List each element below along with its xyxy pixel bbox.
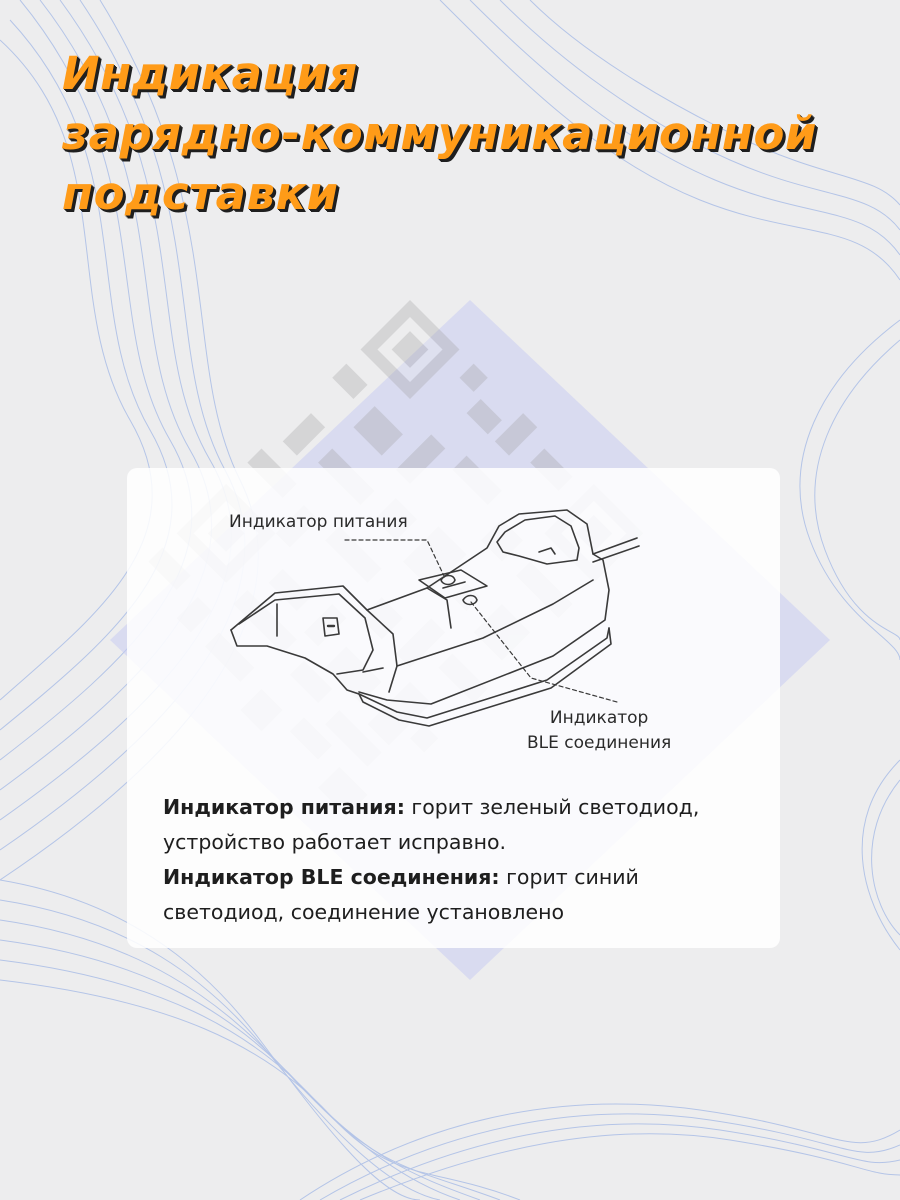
- callout-ble-indicator: [527, 706, 671, 756]
- callout-ble-line-1: Индикатор: [549, 708, 649, 728]
- headline-line-3: подставки: [62, 167, 339, 220]
- power-description: [163, 790, 763, 860]
- page-headline: [62, 44, 882, 224]
- ble-text: горит синий светодиод, соединение установлено: [163, 865, 639, 924]
- power-label: Индикатор питания:: [163, 795, 405, 819]
- headline-line-1: Индикация: [62, 47, 358, 100]
- ble-label: Индикатор BLE соединения:: [163, 865, 500, 889]
- ble-description: [163, 860, 763, 930]
- callout-power-indicator: Индикатор питания: [229, 512, 408, 532]
- callout-ble-line-2: BLE соединения: [527, 733, 672, 753]
- info-card: [127, 468, 780, 948]
- headline-line-2: зарядно-коммуникационной: [62, 107, 817, 160]
- power-text: горит зеленый светодиод, устройство работает исправно.: [163, 795, 700, 854]
- charging-cradle-drawing: [127, 468, 780, 778]
- indicator-description: [163, 790, 763, 930]
